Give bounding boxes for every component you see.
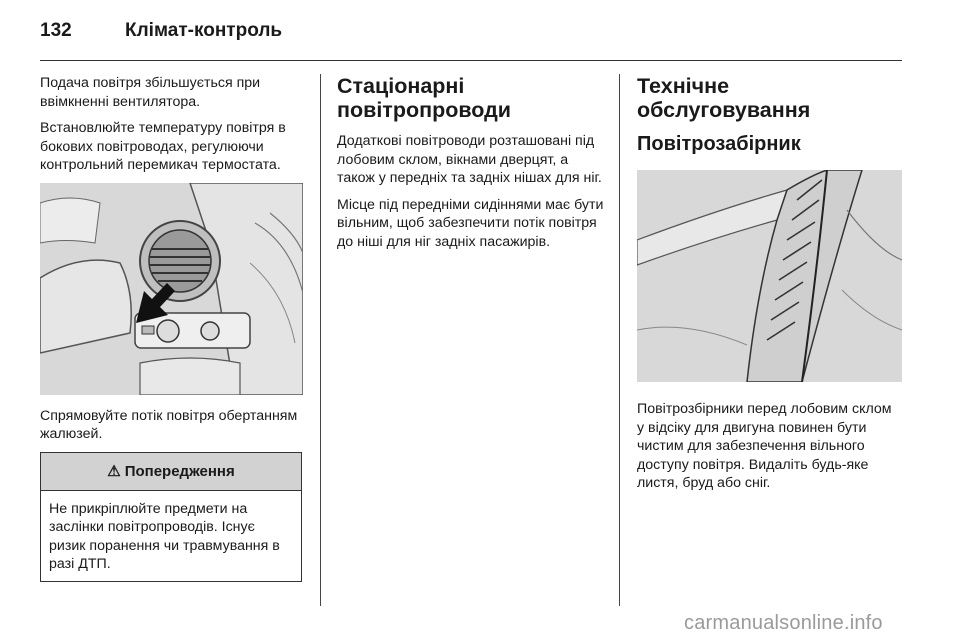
subheading-air-intake: Повітрозабірник (637, 133, 801, 155)
warning-body (41, 491, 301, 581)
column-left (40, 74, 303, 582)
chapter-title: Клімат-контроль (125, 20, 283, 41)
air-vent-illustration (40, 183, 303, 395)
watermark: carmanualsonline.info (684, 612, 883, 634)
column-middle (337, 74, 607, 259)
column-right (637, 74, 902, 501)
warning-triangle-icon: ⚠ (107, 463, 121, 480)
section-heading-maintenance: Технічне обслуговування (637, 74, 811, 122)
paragraph-air-intake: Повітрозбірники перед лобовим склом у відсіку для двигуна повинен бути чистим для забезпечення вільного доступу повітря. Видаліть будь-яке листя, бруд або сніг. (637, 401, 892, 491)
page-number: 132 (40, 20, 72, 41)
header-divider (40, 60, 902, 61)
figure-caption: Спрямовуйте потік повітря обертанням жалюзей. (40, 407, 298, 442)
page-header (40, 8, 902, 54)
warning-header (41, 453, 301, 491)
warning-text: Не прикріплюйте предмети на заслінки повітропроводів. Існує ризик поранення чи травмування в разі ДТП. (49, 500, 280, 572)
paragraph-temperature: Встановлюйте температуру повітря в бокових повітроводах, регулюючи контрольний перемикач термостата. (40, 120, 286, 173)
section-heading-fixed-ducts: Стаціонарні повітропроводи (337, 74, 512, 122)
paragraph-under-seats: Місце під передніми сидіннями має бути вільним, щоб забезпечити потік повітря до ніші для ніг задніх пасажирів. (337, 196, 604, 250)
column-divider-1 (320, 74, 321, 606)
warning-box (40, 452, 302, 582)
column-divider-2 (619, 74, 620, 606)
paragraph-extra-ducts: Додаткові повітроводи розташовані під лобовим склом, вікнами дверцят, а також у передніх та задніх нішах для ніг. (337, 133, 602, 186)
warning-title: Попередження (124, 462, 235, 480)
air-intake-illustration (637, 170, 902, 382)
paragraph-fan: Подача повітря збільшується при ввімкненні вентилятора. (40, 75, 261, 110)
